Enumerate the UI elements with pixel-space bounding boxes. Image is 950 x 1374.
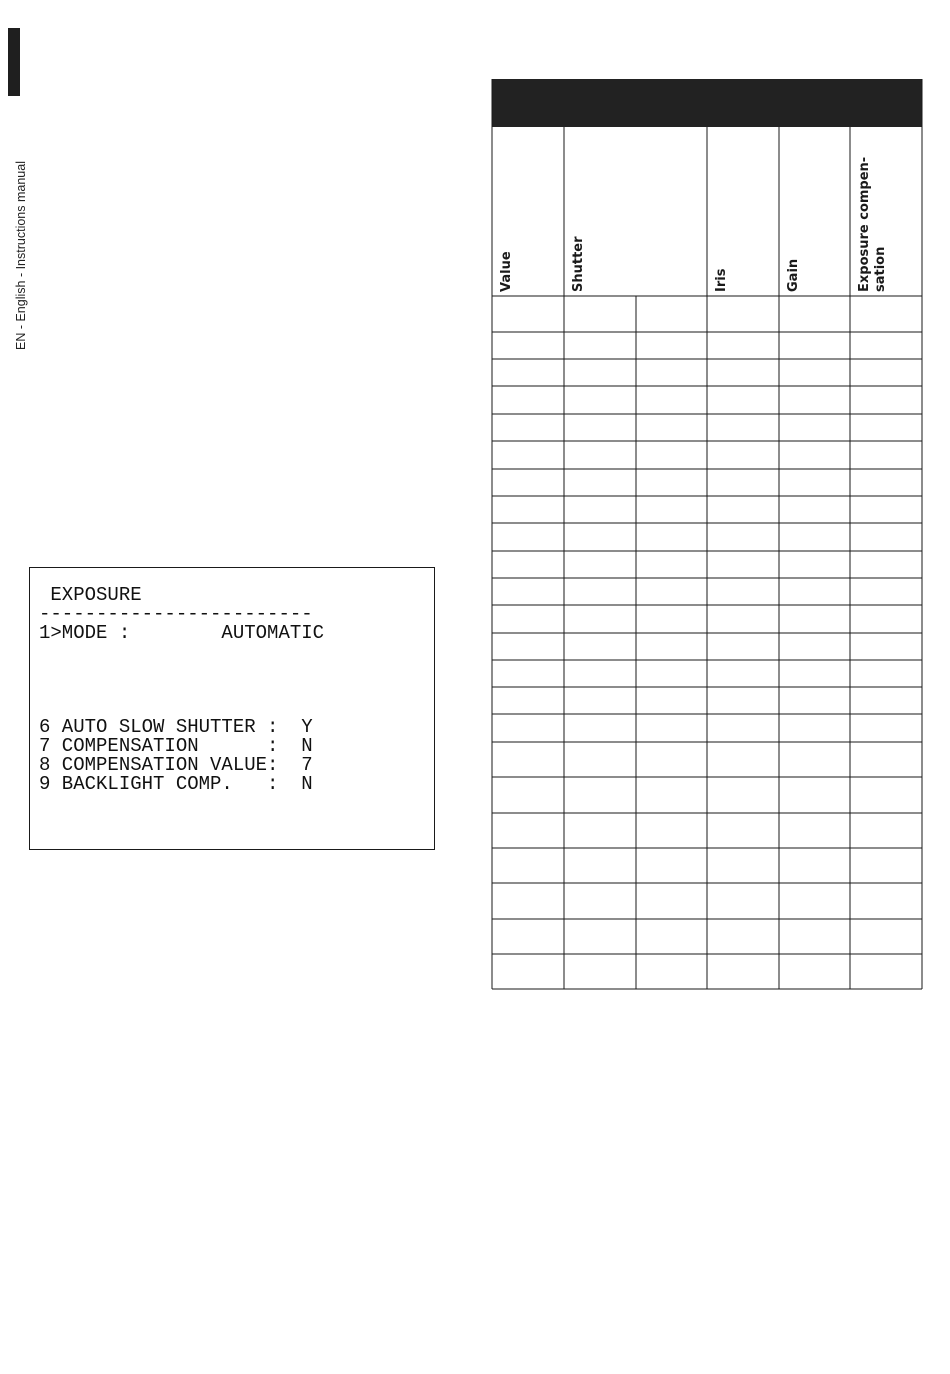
osd-menu-item-auto-slow-shutter: 6 AUTO SLOW SHUTTER : Y (39, 716, 313, 738)
osd-menu-item-compensation: 7 COMPENSATION : N (39, 735, 313, 757)
column-header-value: Value (499, 251, 514, 292)
osd-menu-title: EXPOSURE (39, 584, 142, 606)
osd-menu-item-compensation-value: 8 COMPENSATION VALUE: 7 (39, 754, 313, 776)
osd-menu-item-backlight-comp: 9 BACKLIGHT COMP. : N (39, 773, 313, 795)
column-header-exposure-compensation-line2: sation (873, 246, 888, 292)
column-header-shutter: Shutter (571, 236, 586, 292)
running-head: EN - English - Instructions manual (14, 161, 28, 350)
osd-menu-divider: ------------------------ (39, 603, 313, 625)
osd-menu-item-mode: 1>MODE : AUTOMATIC (39, 622, 325, 644)
column-header-exposure-compensation-line1: Exposure compen- (857, 156, 872, 292)
column-header-exposure-compensation (857, 157, 889, 292)
column-header-iris: Iris (714, 268, 729, 292)
column-header-gain: Gain (786, 258, 801, 292)
